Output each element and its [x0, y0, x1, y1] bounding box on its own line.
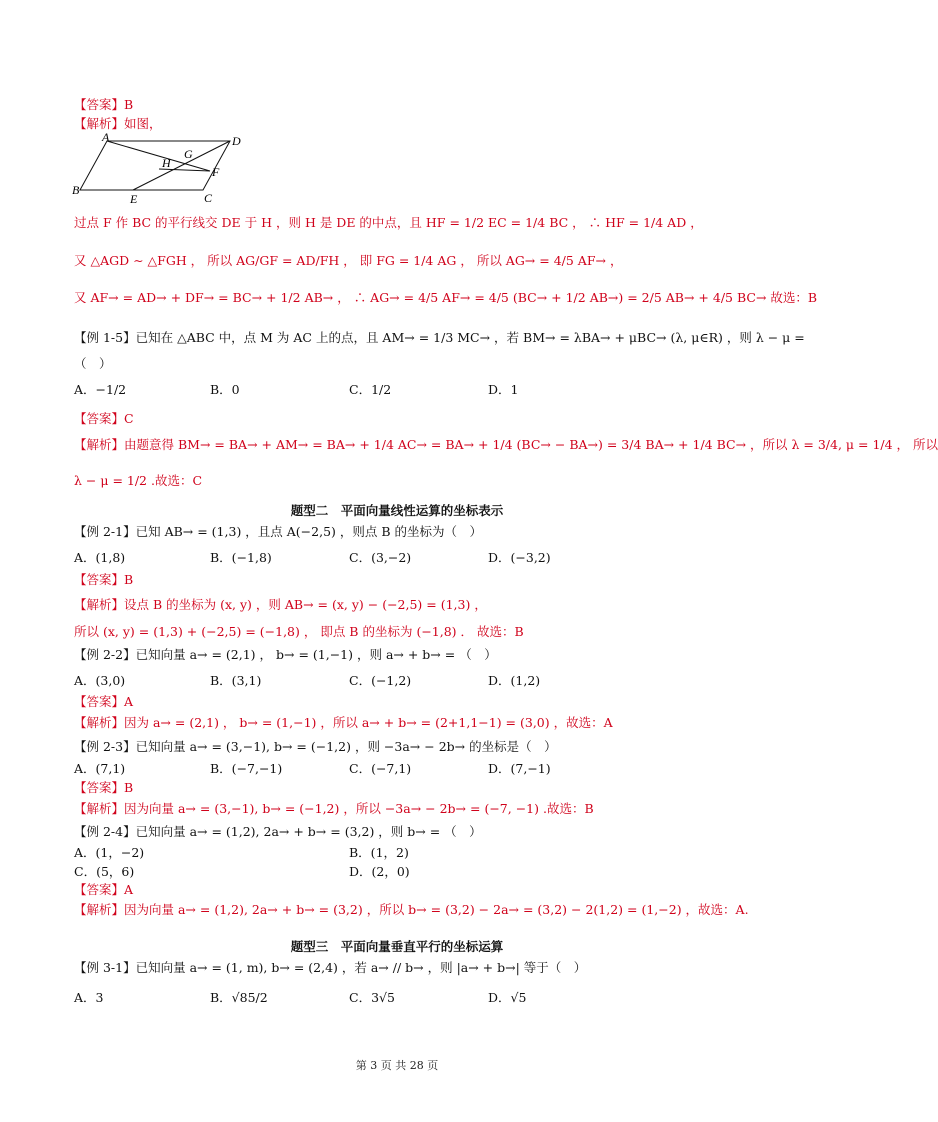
option-d: D．1: [488, 382, 519, 397]
analysis-line-3: 又 AF→ = AD→ + DF→ = BC→ + 1/2 AB→ ， ∴ AG→ = 4/5 AF→ = 4/5 (BC→ + 1/2 AB→) = 2/5 AB→ + 4/5 BC→ 故选：B: [74, 290, 818, 305]
label-D: D: [232, 134, 241, 148]
answer-label: 【答案】A: [74, 694, 134, 709]
label-B: B: [72, 183, 80, 197]
label-C: C: [204, 191, 213, 205]
option-d: D．(7,−1): [488, 761, 551, 776]
option-c: C．(−7,1): [349, 761, 412, 776]
analysis-1-5: 【解析】由题意得 BM→ = BA→ + AM→ = BA→ + 1/4 AC→ = BA→ + 1/4 (BC→ − BA→) = 3/4 BA→ + 1/4 BC→ ，所以 λ = 3/4, μ = 1/4 ， 所以: [74, 437, 938, 452]
option-d: D．(−3,2): [488, 550, 551, 565]
option-a: A．−1/2: [74, 382, 127, 397]
label-F: F: [212, 165, 220, 179]
example-2-4: 【例 2-4】已知向量 a→ = (1,2), 2a→ + b→ = (3,2) ，则 b→ = （ ）: [74, 824, 482, 839]
option-b: B．0: [210, 382, 240, 397]
analysis-2-1-cont: 所以 (x, y) = (1,3) + (−2,5) = (−1,8) ， 即点 B 的坐标为 (−1,8) ． 故选：B: [74, 624, 524, 639]
answer-label: 【答案】B: [74, 97, 134, 112]
answer-label: 【答案】A: [74, 882, 134, 897]
example-1-5: 【例 1-5】已知在 △ABC 中，点 M 为 AC 上的点，且 AM→ = 1/3 MC→ ，若 BM→ = λBA→ + μBC→ (λ, μ∈R) ，则 λ − μ =: [74, 330, 805, 345]
example-1-5-paren: （ ）: [74, 356, 112, 371]
option-a: A．3: [74, 990, 104, 1005]
option-d: D．√5: [488, 990, 527, 1005]
parallelogram-figure: [70, 130, 250, 206]
option-d: D．(1,2): [488, 673, 541, 688]
option-a: A．(1，−2): [74, 845, 145, 860]
option-b: B．(−7,−1): [210, 761, 283, 776]
analysis-2-1: 【解析】设点 B 的坐标为 (x, y) ，则 AB→ = (x, y) − (−2,5) = (1,3) ，: [74, 597, 487, 612]
label-G: G: [184, 147, 193, 161]
answer-label: 【答案】C: [74, 411, 134, 426]
answer-label: 【答案】B: [74, 780, 134, 795]
analysis-line-2: 又 △AGD ∼ △FGH ， 所以 AG/GF = AD/FH ， 即 FG = 1/4 AG ， 所以 AG→ = 4/5 AF→ ，: [74, 253, 623, 268]
option-a: A．(7,1): [74, 761, 126, 776]
option-b: B．(−1,8): [210, 550, 272, 565]
analysis-line-1: 过点 F 作 BC 的平行线交 DE 于 H ，则 H 是 DE 的中点，且 HF = 1/2 EC = 1/4 BC ， ∴ HF = 1/4 AD ，: [74, 215, 703, 230]
section-title-2: 题型二 平面向量线性运算的坐标表示: [290, 503, 504, 518]
analysis-2-2: 【解析】因为 a→ = (2,1) ， b→ = (1,−1) ，所以 a→ + b→ = (2+1,1−1) = (3,0) ，故选：A: [74, 715, 613, 730]
option-a: A．(3,0): [74, 673, 126, 688]
option-c: C．(5，6): [74, 864, 135, 879]
option-c: C．(3,−2): [349, 550, 412, 565]
option-c: C．3√5: [349, 990, 395, 1005]
option-c: C．(−1,2): [349, 673, 412, 688]
analysis-2-4: 【解析】因为向量 a→ = (1,2), 2a→ + b→ = (3,2) ，所以 b→ = (3,2) − 2a→ = (3,2) − 2(1,2) = (1,−2) ，故选：A.: [74, 902, 749, 917]
label-A: A: [102, 130, 110, 144]
analysis-1-5-cont: λ − μ = 1/2 .故选：C: [74, 473, 203, 488]
analysis-2-3: 【解析】因为向量 a→ = (3,−1), b→ = (−1,2) ，所以 −3a→ − 2b→ = (−7, −1) .故选：B: [74, 801, 594, 816]
option-b: B．(3,1): [210, 673, 262, 688]
section-title-3: 题型三 平面向量垂直平行的坐标运算: [290, 939, 504, 954]
label-H: H: [162, 156, 171, 170]
example-2-1: 【例 2-1】已知 AB→ = (1,3) ，且点 A(−2,5) ，则点 B 的坐标为（ ）: [74, 524, 483, 539]
answer-label: 【答案】B: [74, 572, 134, 587]
example-2-2: 【例 2-2】已知向量 a→ = (2,1) ， b→ = (1,−1) ，则 a→ + b→ = （ ）: [74, 647, 497, 662]
option-c: C．1/2: [349, 382, 392, 397]
label-E: E: [130, 192, 138, 206]
option-d: D．(2，0): [349, 864, 410, 879]
option-a: A．(1,8): [74, 550, 126, 565]
page-footer: 第 3 页 共 28 页: [355, 1059, 439, 1072]
option-b: B．√85/2: [210, 990, 268, 1005]
analysis-label: 【解析】如图，: [74, 116, 162, 131]
option-b: B．(1，2): [349, 845, 409, 860]
example-2-3: 【例 2-3】已知向量 a→ = (3,−1), b→ = (−1,2) ，则 −3a→ − 2b→ 的坐标是（ ）: [74, 739, 557, 754]
example-3-1: 【例 3-1】已知向量 a→ = (1, m), b→ = (2,4) ，若 a→ // b→ ，则 |a→ + b→| 等于（ ）: [74, 960, 587, 975]
